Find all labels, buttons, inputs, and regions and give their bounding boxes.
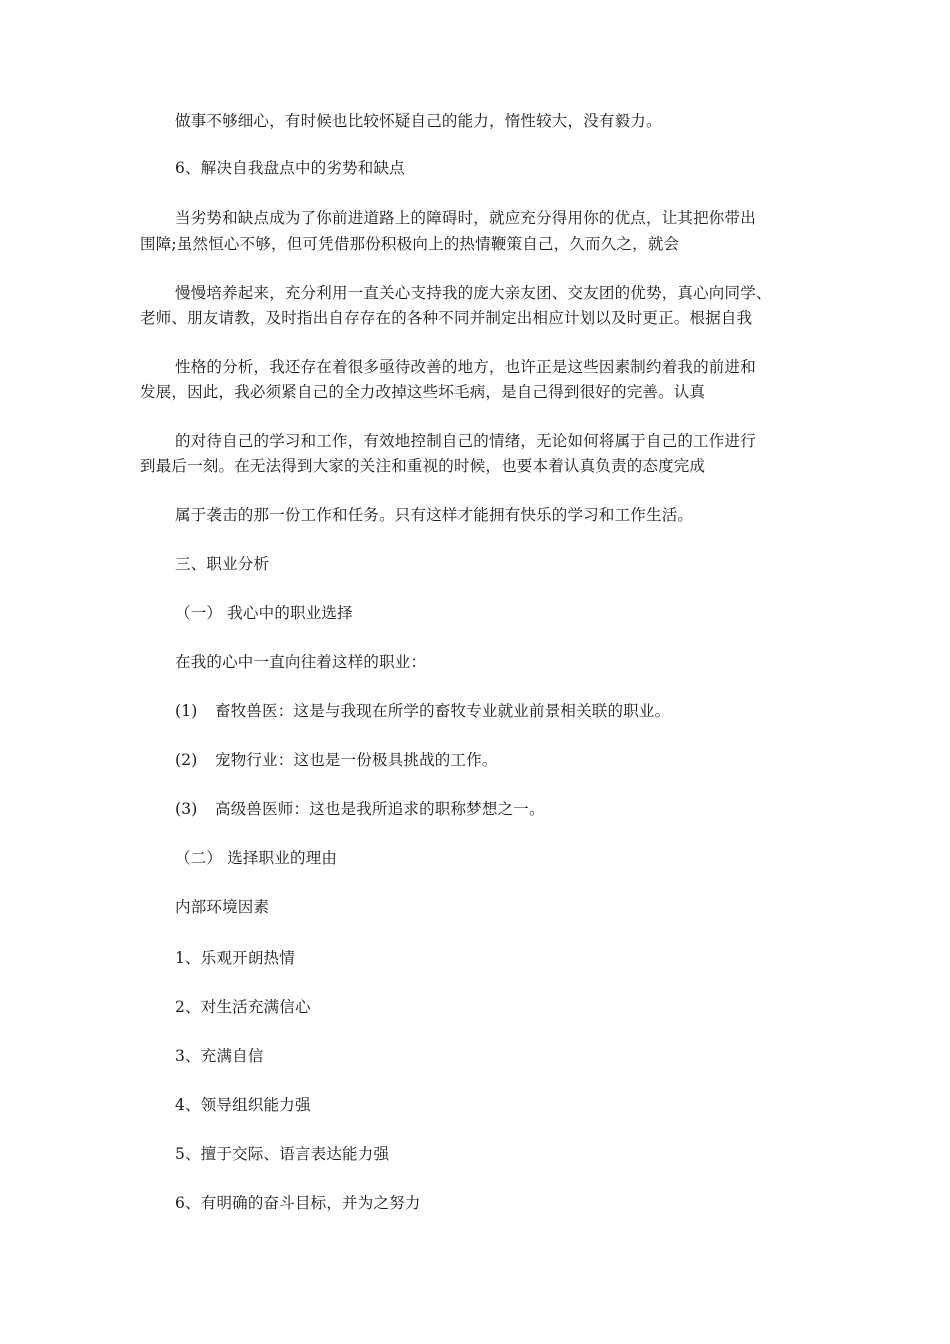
list-text: 宠物行业：这也是一份极具挑战的工作。	[215, 751, 498, 769]
list-item	[175, 799, 545, 819]
list-number: (3)	[175, 800, 198, 818]
paragraph-line: 的对待自己的学习和工作，有效地控制自己的情绪，无论如何将属于自己的工作进行	[175, 432, 756, 450]
list-item: 5、擅于交际、语言表达能力强	[175, 1145, 390, 1163]
list-text: 畜牧兽医：这是与我现在所学的畜牧专业就业前景相关联的职业。	[215, 702, 671, 720]
paragraph-line: 发展，因此，我必须紧自己的全力改掉这些坏毛病，是自己得到很好的完善。认真	[140, 383, 706, 401]
paragraph-line: 老师、朋友请教，及时指出自存存在的各种不同并制定出相应计划以及时更正。根据自我	[140, 309, 753, 327]
paragraph-line: 内部环境因素	[175, 898, 270, 916]
list-number: (1)	[175, 702, 198, 720]
paragraph-line: 在我的心中一直向往着这样的职业：	[175, 653, 427, 671]
list-item: 3、充满自信	[175, 1047, 264, 1065]
paragraph-line: 慢慢培养起来，充分利用一直关心支持我的庞大亲友团、交友团的优势，真心向同学、	[175, 284, 772, 302]
list-item	[175, 750, 498, 770]
list-number: (2)	[175, 751, 198, 769]
list-item: 2、对生活充满信心	[175, 998, 311, 1016]
paragraph-line: 做事不够细心，有时候也比较怀疑自己的能力，惰性较大，没有毅力。	[175, 112, 662, 130]
list-item: 1、乐观开朗热情	[175, 949, 295, 967]
list-item	[175, 701, 670, 721]
subsection-heading: （一） 我心中的职业选择	[175, 604, 353, 622]
list-text: 高级兽医师：这也是我所追求的职称梦想之一。	[215, 800, 545, 818]
paragraph-line: 围障;虽然恒心不够，但可凭借那份积极向上的热情鞭策自己，久而久之，就会	[140, 235, 680, 253]
subheading: 6、解决自我盘点中的劣势和缺点	[175, 159, 405, 177]
paragraph-line: 当劣势和缺点成为了你前进道路上的障碍时，就应充分得用你的优点，让其把你带出	[175, 209, 756, 227]
list-item: 4、领导组织能力强	[175, 1096, 311, 1114]
list-item: 6、有明确的奋斗目标，并为之努力	[175, 1194, 421, 1212]
paragraph-line: 属于袭击的那一份工作和任务。只有这样才能拥有快乐的学习和工作生活。	[175, 506, 694, 524]
subsection-heading: （二） 选择职业的理由	[175, 849, 338, 867]
paragraph-line: 性格的分析，我还存在着很多亟待改善的地方，也许正是这些因素制约着我的前进和	[175, 358, 756, 376]
section-heading: 三、职业分析	[175, 555, 270, 573]
paragraph-line: 到最后一刻。在无法得到大家的关注和重视的时候，也要本着认真负责的态度完成	[140, 457, 706, 475]
